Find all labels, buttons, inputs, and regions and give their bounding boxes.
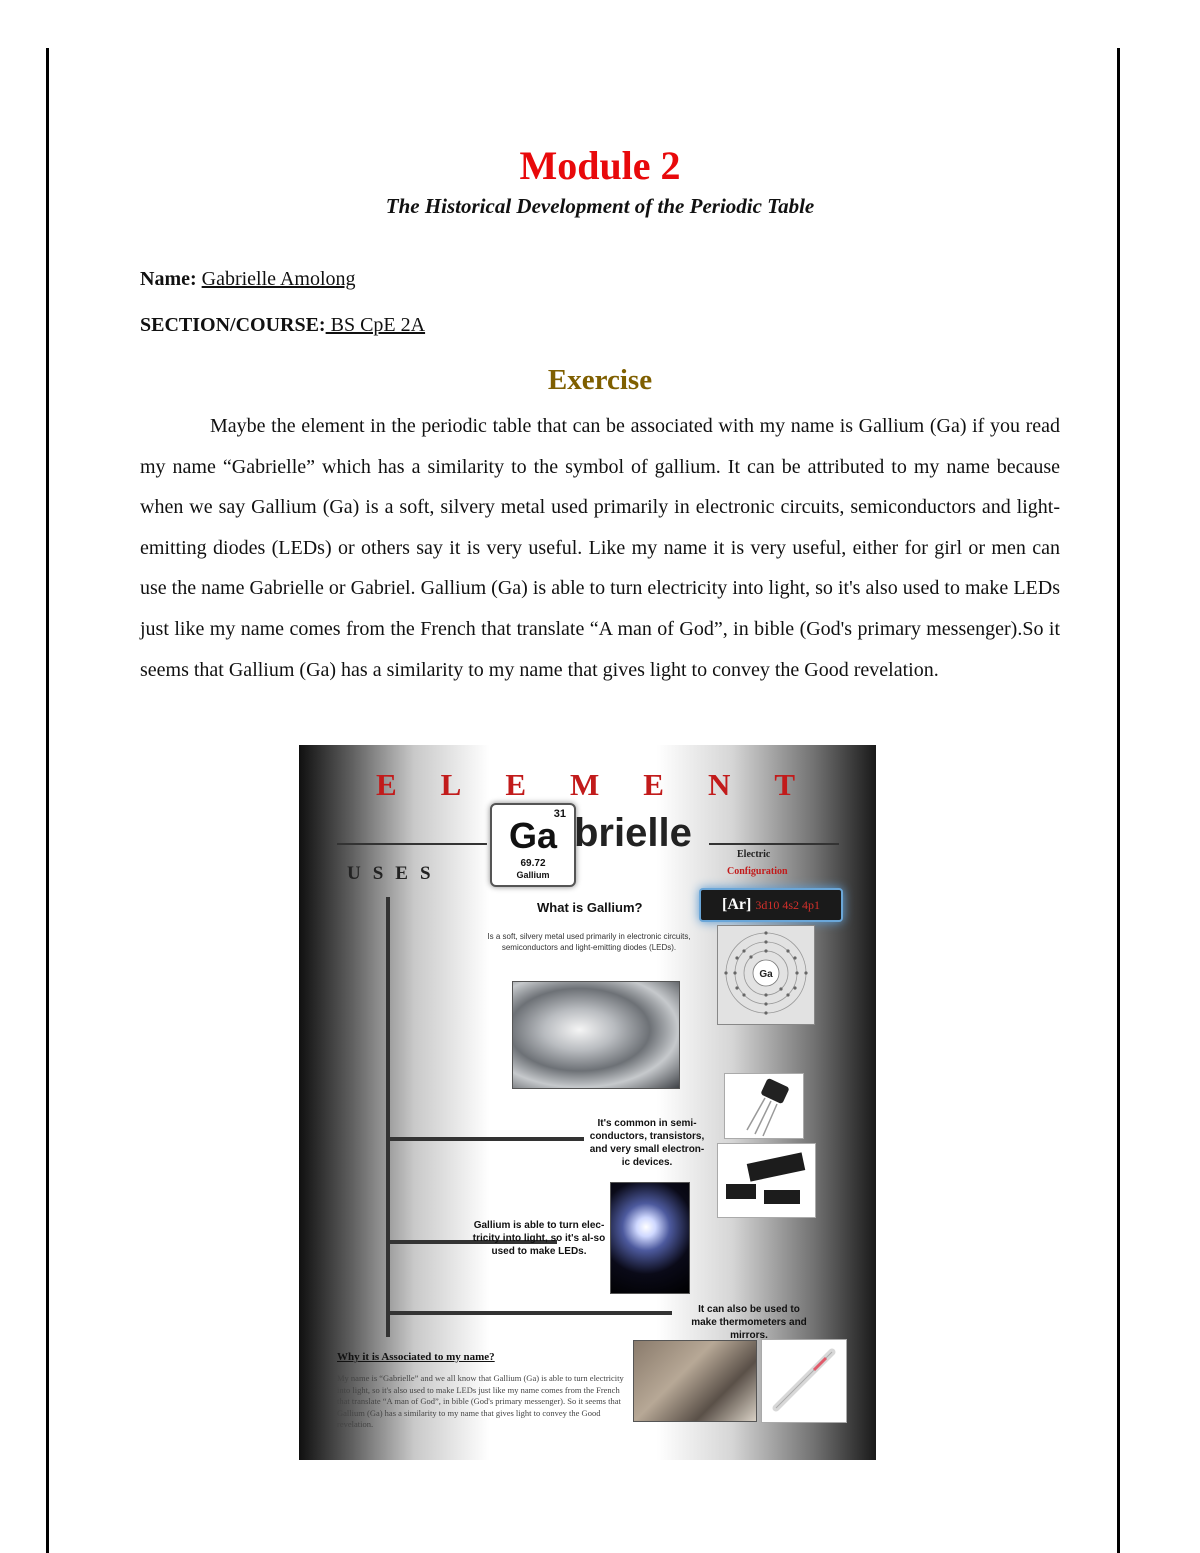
module-title: Module 2 (519, 143, 681, 188)
section-value: BS CpE 2A (325, 314, 426, 336)
uses-branch-1 (389, 1137, 584, 1141)
config-core: [Ar] (722, 896, 752, 913)
atom-symbol: Ga (759, 969, 773, 980)
exercise-heading: Exercise (547, 364, 653, 396)
tile-symbol: Ga (508, 815, 558, 856)
exercise-paragraph: Maybe the element in the periodic table that can be associated with my name is Gallium (Ga) if you read my name “Gabrielle” which has a similarity to the symbol of gallium. It can be attributed to my name because when we say Gallium (Ga) is a soft, silvery metal used primarily in electronic circuits, semiconductors and light-emitting diodes (LEDs) or others say it is very useful. Like my name it is very useful, either for girl or men can use the name Gabrielle or Gabriel. Gallium (Ga) is able to turn electricity into light, so it's also used to make LEDs just like my name comes from the French that translate “A man of God”, in bible (God's primary messenger).So it seems that Gallium (Ga) has a similarity to my name that gives light to convey the Good revelation. (140, 415, 1060, 681)
gallium-element-tile (490, 803, 576, 887)
section-label: SECTION/COURSE: (140, 314, 326, 336)
bohr-model-image (717, 925, 815, 1025)
element-poster (299, 745, 876, 1460)
name-line (140, 268, 356, 291)
poster-element-word: ELEMENT (375, 767, 840, 802)
poster-name-suffix: brielle (574, 811, 692, 855)
tile-name: Gallium (516, 870, 550, 880)
use-led-text: Gallium is able to turn elec-tricity into light, so it's al-so used to make LEDs. (472, 1220, 606, 1257)
mirror-image (633, 1340, 757, 1422)
name-label: Name: (140, 268, 197, 290)
chips-image (717, 1143, 816, 1218)
electron-config-box (699, 888, 843, 922)
gallium-metal-image (512, 981, 680, 1089)
name-value: Gabrielle Amolong (201, 268, 356, 290)
tile-mass: 69.72 (520, 858, 546, 869)
poster-rule-left (337, 843, 487, 845)
what-is-gallium-heading: What is Gallium? (537, 900, 643, 915)
section-line (140, 314, 425, 337)
poster-rule-right (709, 843, 839, 845)
why-associated-heading: Why it is Associated to my name? (337, 1351, 495, 1363)
poster-configuration-label: Configuration (727, 866, 788, 877)
uses-branch-3 (389, 1311, 672, 1315)
use-semiconductors-text: It's common in semi-conductors, transistors, and very small electron-ic devices. (589, 1118, 705, 1168)
uses-vertical-bar (386, 897, 390, 1337)
module-subtitle: The Historical Development of the Periodic Table (385, 194, 815, 218)
tile-atomic-number: 31 (553, 808, 566, 820)
poster-electric-label: Electric (737, 849, 771, 860)
what-is-gallium-desc: Is a soft, silvery metal used primarily in electronic circuits, semiconductors and light-emitting diodes (LEDs). (487, 932, 691, 952)
transistor-image (724, 1073, 804, 1139)
left-margin-line (46, 48, 49, 1553)
why-associated-text: My name is “Gabrielle” and we all know that Gallium (Ga) is able to turn electricity into light, so it's also used to make LEDs just like my name comes from the French that translate “A man of God”, in bible (God's primary messenger). So it seems that Gallium (Ga) has a similarity to my name that gives light to convey the Good revelation. (337, 1373, 624, 1429)
config-orbitals: 3d10 4s2 4p1 (755, 898, 820, 912)
led-image (610, 1182, 690, 1294)
thermometer-image (761, 1339, 847, 1423)
poster-uses-label: USES (347, 863, 443, 884)
right-margin-line (1117, 48, 1120, 1553)
use-thermometer-text: It can also be used to make thermometers and mirrors. (691, 1304, 807, 1341)
